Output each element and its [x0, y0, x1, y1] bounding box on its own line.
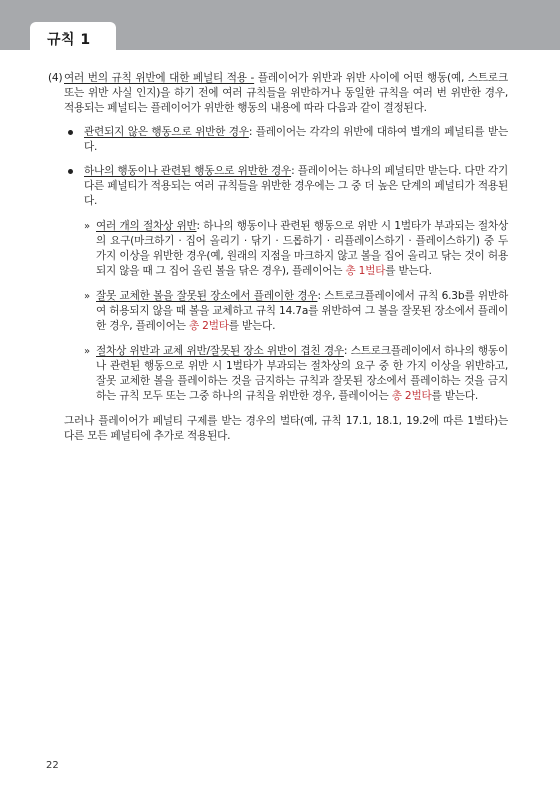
double-chevron-icon: »	[84, 291, 90, 302]
bullet-dot-icon	[68, 130, 73, 135]
sub-item	[84, 344, 508, 404]
double-chevron-icon: »	[84, 221, 90, 232]
bullet-title: 관련되지 않은 행동으로 위반한 경우	[84, 126, 249, 138]
sub-text-end: 를 받는다.	[228, 320, 276, 332]
rule-tab	[30, 22, 116, 50]
sub-item	[84, 289, 508, 334]
penalty-amount: 총 2벌타	[188, 320, 229, 332]
sub-text: : 하나의 행동이나 관련된 행동으로 위반 시 1벌타가 부과되는 절차상의 요구(마크하기 · 집어 올리기 · 닦기 · 드롭하기 · 리플레이스하기 · 플레이스하기) 중 두 가지 이상을 위반한 경우(예, 원래의 지점을 마크하지 않고 볼을 집어 올리고 닦는 것이 허용되지 않을 때 그 집어 올린 볼을 닦은 경우), 플레이어는	[96, 220, 508, 277]
sub-title: 절차상 위반과 교체 위반/잘못된 장소 위반이 겹친 경우	[96, 345, 344, 357]
sub-text-end: 를 받는다.	[385, 265, 432, 277]
bullet-title: 하나의 행동이나 관련된 행동으로 위반한 경우	[84, 165, 292, 177]
penalty-amount: 총 1벌타	[345, 265, 386, 277]
bullet-item	[64, 164, 508, 209]
bullet-list	[64, 125, 508, 209]
bullet-dot-icon	[68, 169, 73, 174]
section-number: (4)	[48, 72, 63, 84]
closing-paragraph: 그러나 플레이어가 페널티 구제를 받는 경우의 벌타(예, 규칙 17.1, 18.1, 19.2에 따른 1벌타)는 다른 모든 페널티에 추가로 적용된다.	[64, 415, 508, 442]
bullet-text: : 플레이어는 하나의 페널티만 받는다. 다만 각기 다른 페널티가 적용되는 여러 규칙들을 위반한 경우에는 그 중 더 높은 단계의 페널티가 적용된다.	[84, 165, 508, 207]
sub-item	[84, 219, 508, 279]
page-content	[48, 71, 508, 444]
rule-tab-label: 규칙 1	[47, 32, 91, 48]
section-intro: 플레이어가 위반과 위반 사이에 어떤 행동(예, 스트로크 또는 위반 사실 인지)을 하기 전에 여러 규칙들을 위반하거나 동일한 규칙을 여러 번 위반한 경우, 적용되는 페널티는 플레이어가 위반한 행동의 내용에 따라 다음과 같이 결정된다.	[64, 72, 508, 114]
sub-title: 잘못 교체한 볼을 잘못된 장소에서 플레이한 경우	[96, 290, 318, 302]
sub-text-end: 를 받는다.	[431, 390, 479, 402]
section-4	[48, 71, 508, 116]
header-bar	[0, 0, 560, 50]
section-title: 여러 번의 규칙 위반에 대한 페널티 적용 -	[64, 72, 255, 84]
penalty-amount: 총 2벌타	[391, 390, 432, 402]
sub-text: : 스트로크플레이에서 하나의 행동이나 관련된 행동으로 위반 시 1벌타가 부과되는 절차상의 요구 중 한 가지 이상을 위반하고, 잘못 교체한 볼을 플레이하는 것을 금지하는 규칙과 잘못된 장소에서 플레이하는 것을 금지하는 규칙 모두 또는 그중 하나의 규칙을 위반한 경우, 플레이어는	[96, 345, 508, 402]
page-number: 22	[46, 760, 59, 771]
double-chevron-icon: »	[84, 346, 90, 357]
sub-title: 여러 개의 절차상 위반	[96, 220, 197, 232]
sub-list	[84, 219, 508, 404]
bullet-item	[64, 125, 508, 155]
bullet-text: : 플레이어는 각각의 위반에 대하여 별개의 페널티를 받는다.	[84, 126, 508, 153]
sub-text: : 스트로크플레이에서 규칙 6.3b를 위반하여 허용되지 않을 때 볼을 교체하고 규칙 14.7a를 위반하여 그 볼을 잘못된 장소에서 플레이한 경우, 플레이어는	[96, 290, 508, 332]
